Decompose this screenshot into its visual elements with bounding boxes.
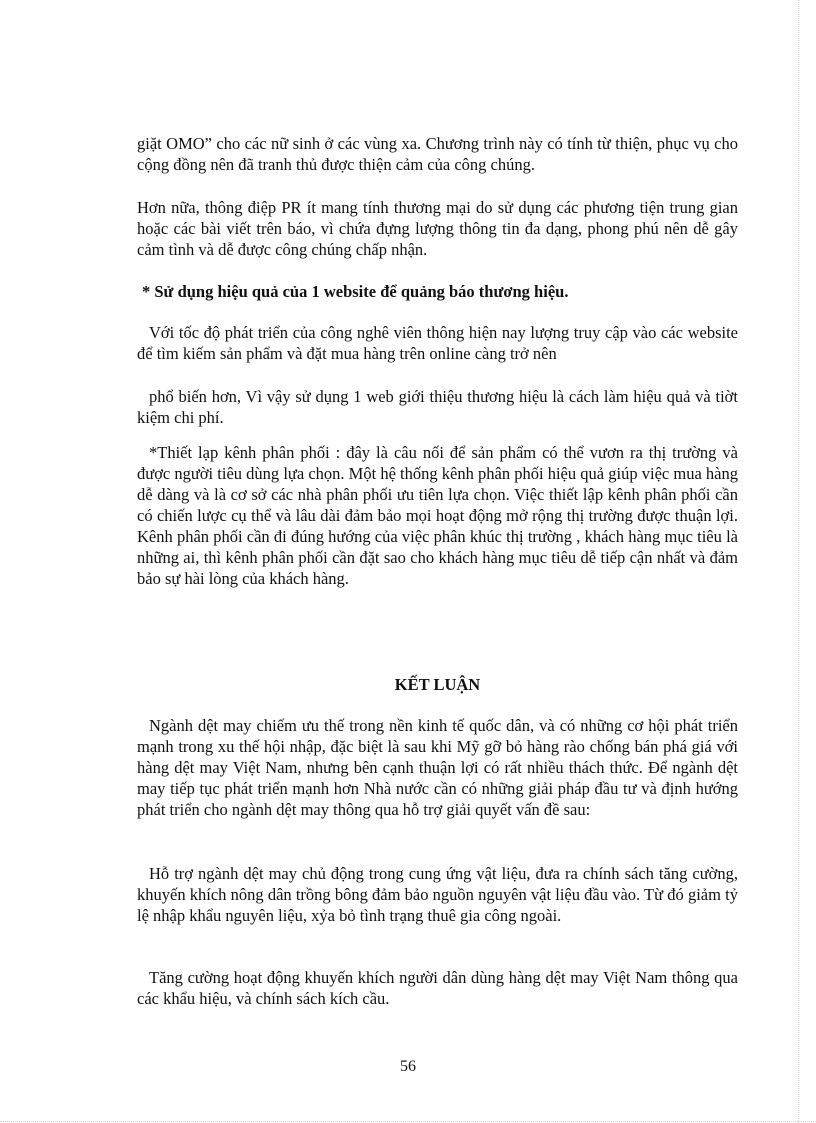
paragraph-omo-charity: giặt OMO” cho các nữ sinh ở các vùng xa. Chương trình này có tính từ thiện, phục vụ cho cộng đồng nên đã tranh thủ được thiện cảm của công chúng. <box>137 134 738 174</box>
paragraph-website-growth: Với tốc độ phát triển của công nghê viên thông hiện nay lượng truy cập vào các website để tìm kiếm sản phẩm và đặt mua hàng trên online càng trở nên <box>137 323 738 363</box>
page-edge-bottom <box>0 1121 816 1122</box>
conclusion-heading: KẾT LUẬN <box>394 675 481 694</box>
paragraph-textile-industry: Ngành dệt may chiếm ưu thế trong nền kinh tế quốc dân, và có những cơ hội phát triển mạnh trong xu thế hội nhập, đặc biệt là sau khi Mỹ gỡ bỏ hàng rào chống bán phá giá với hàng dệt may Việt Nam, nhưng bên cạnh thuận lợi có rất nhiều thách thức. Để ngành dệt may tiếp tục phát triển mạnh hơn Nhà nước cần có những giải pháp đầu tư và định hướng phát triển cho ngành dệt may thông qua hỗ trợ giải quyết vấn đề sau: <box>137 716 738 819</box>
page-edge-right <box>798 0 799 1123</box>
paragraph-distribution-channel: *Thiết lạp kênh phân phối : đây là câu nối để sản phẩm có thể vươn ra thị trường và được người tiêu dùng lựa chọn. Một hệ thống kênh phân phối hiệu quả giúp việc mua hàng dễ dàng và là cơ sở các nhà phân phối ưu tiên lựa chọn. Việc thiết lập kênh phân phối cần có chiến lược cụ thể và lâu dài đảm bảo mọi hoạt động mở rộng thị trường được thuận lợi. Kênh phân phối cần đi đúng hướng của việc phân khúc thị trường , khách hàng mục tiêu là những ai, thì kênh phân phối cần đặt sao cho khách hàng mục tiêu dễ tiếp cận nhất và đảm bảo sự hài lòng của khách hàng. <box>137 443 738 588</box>
section-heading-website: * Sử dụng hiệu quả của 1 website để quảng báo thương hiệu. <box>142 282 569 301</box>
paragraph-website-cost: phổ biến hơn, Vì vậy sử dụng 1 web giới thiệu thương hiệu là cách làm hiệu quả và tiờt kiệm chi phí. <box>137 387 738 427</box>
paragraph-pr-message: Hơn nữa, thông điệp PR ít mang tính thương mại do sử dụng các phương tiện trung gian hoặc các bài viết trên báo, vì chứa đựng lượng thông tin đa dạng, phong phú nên dễ gây cảm tình và dễ được công chúng chấp nhận. <box>137 198 738 259</box>
paragraph-material-support: Hỗ trợ ngành dệt may chủ động trong cung ứng vật liệu, đưa ra chính sách tăng cường, khuyến khích nông dân trồng bông đảm bảo nguồn nguyên vật liệu đầu vào. Từ đó giảm tỷ lệ nhập khẩu nguyên liệu, xỷa bỏ tình trạng thuê gia công ngoài. <box>137 864 738 925</box>
paragraph-domestic-consumption: Tăng cường hoạt động khuyến khích người dân dùng hàng dệt may Việt Nam thông qua các khẩu hiệu, và chính sách kích cầu. <box>137 968 738 1008</box>
page-number: 56 <box>400 1058 416 1075</box>
